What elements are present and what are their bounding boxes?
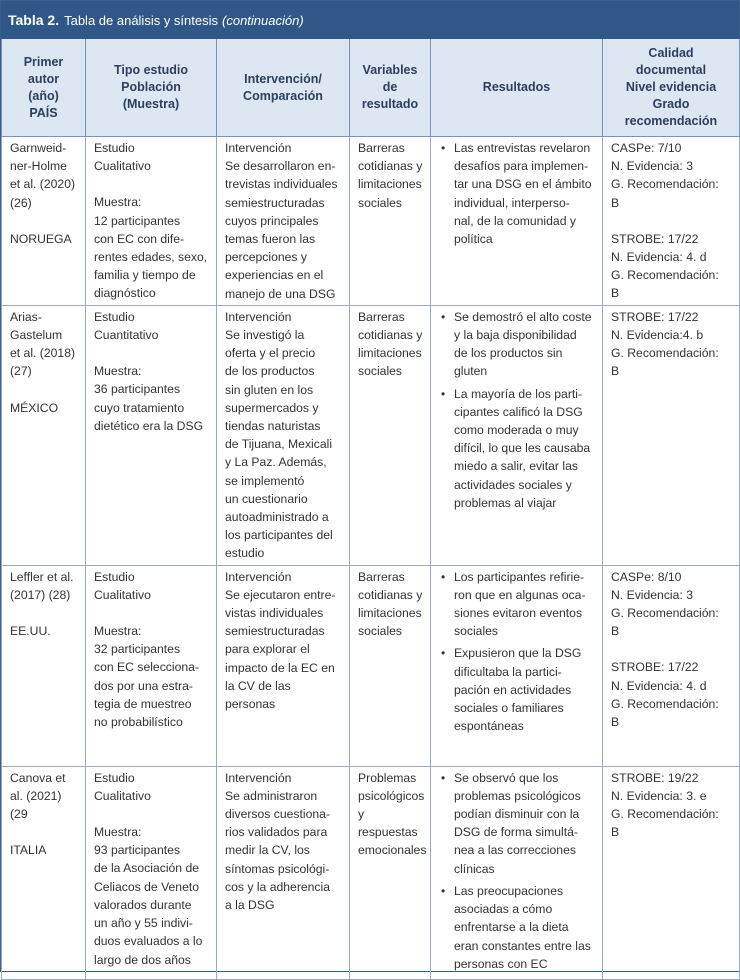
header-quality [603,39,740,137]
cell-line: Estudio [94,770,135,785]
table-title-bar [1,1,739,39]
cell-line: con EC selecciona- [94,660,199,675]
cell-line: STROBE: 17/22 [611,309,699,324]
variables-cell [350,137,431,306]
cell-line: N. Evidencia: 3 [611,159,693,174]
cell-line: un cuestionario [225,491,308,506]
cell-line: B [611,364,620,379]
spacer [94,344,210,362]
result-line: como moderada o muy [454,423,579,438]
spacer [10,823,79,841]
cell-line: los participantes del [225,528,333,543]
author-cell [2,766,86,979]
cell-line: vistas individuales [225,606,324,621]
result-line: de los productos sin [454,346,563,361]
cell-line: autoadministrado a [225,510,329,525]
result-line: problemas al viajar [454,495,557,510]
cell-line: tiendas naturistas [225,419,321,434]
cell-line: Canova et [10,770,66,785]
header-variables [350,39,431,137]
table-row [2,305,740,565]
cell-line: STROBE: 17/22 [611,231,699,246]
cell-line: sociales [358,624,403,639]
result-line: problemas psicológicos [454,788,581,803]
cell-line: Barreras [358,569,405,584]
cell-line: semiestructuradas [225,624,325,639]
cell-line: al. (2021) [10,788,62,803]
cell-line: diversos cuestiona- [225,807,330,822]
cell-line: rios validados para [225,825,328,840]
table-body [2,137,740,980]
cell-line: semiestructuradas [225,195,325,210]
bullet-icon: • [441,883,446,898]
cell-line: B [611,195,620,210]
variables-cell [350,305,431,565]
cell-line: ITALIA [10,843,47,858]
cell-line: cuyo tratamiento [94,400,185,415]
result-line: gluten [454,364,488,379]
cell-line: Cualitativo [94,587,151,602]
cell-line: Se ejecutaron entre- [225,587,336,602]
result-item [439,644,596,735]
cell-line: psicológicos [358,788,425,803]
result-item [439,568,596,641]
cell-line: Problemas [358,770,417,785]
author-cell [2,305,86,565]
cell-line: EE.UU. [10,624,51,639]
cell-line: familia y tiempo de [94,268,196,283]
variables-cell [350,766,431,979]
cell-line: temas fueron las [225,232,316,247]
result-line: Las preocupaciones [454,883,564,898]
result-line: La mayoría de los parti- [454,386,583,401]
result-line: ron que en algunas oca- [454,587,586,602]
table-title: Tabla de análisis y síntesis [64,12,219,28]
results-cell [431,137,603,306]
header-line: Calidad [648,46,694,60]
cell-line: (26) [10,195,32,210]
cell-line: G. Recomendación: [611,606,719,621]
cell-line: N. Evidencia: 3. e [611,788,707,803]
cell-line: y respuestas [358,807,418,840]
cell-line: diagnóstico [94,286,156,301]
result-line: dificultaba la partici- [454,664,562,679]
cell-line: (27) [10,364,32,379]
cell-line: N. Evidencia: 4. d [611,678,707,693]
cell-line: MÉXICO [10,400,59,415]
cell-line: limitaciones [358,177,422,192]
cell-line: G. Recomendación: [611,177,719,192]
variables-cell [350,565,431,766]
cell-line: Muestra: [94,364,142,379]
result-line: nea a las correcciones [454,843,576,858]
result-line: desafíos para implemen- [454,159,589,174]
result-line: miedo a salir, evitar las [454,459,578,474]
cell-line: N. Evidencia: 3 [611,587,693,602]
cell-line: Gastelum [10,328,63,343]
cell-line: no probabilístico [94,715,183,730]
result-item [439,769,596,878]
result-line: cipantes calificó la DSG [454,404,583,419]
cell-line: Garnweid- [10,141,67,155]
result-line: política [454,232,493,247]
quality-cell [603,305,740,565]
bullet-icon: • [441,141,446,155]
cell-line: Estudio [94,309,135,324]
cell-line: medir la CV, los [225,843,310,858]
cell-line: CASPe: 7/10 [611,141,682,155]
header-line: Nivel evidencia [625,80,717,94]
cell-line: Intervención [225,141,292,155]
spacer [94,604,210,622]
cell-line: G. Recomendación: [611,807,719,822]
header-line: (año) [28,88,59,103]
cell-line: a la DSG [225,898,275,913]
cell-line: B [611,825,620,840]
table-row [2,766,740,979]
cell-line: Se investigó la [225,328,305,343]
cell-line: CASPe: 8/10 [611,569,682,584]
cell-line: 32 participantes [94,642,181,657]
cell-line: cotidianas y [358,587,423,602]
study-type-cell [86,766,217,979]
study-type-cell [86,565,217,766]
table-title-suffix: (continuación) [222,12,304,28]
cell-line: limitaciones [358,606,422,621]
result-line: enfrentarse a la dieta [454,920,569,935]
header-line: Primer [23,54,64,69]
cell-line: emocionales [358,843,427,858]
result-line: sociales [454,624,499,639]
result-item [439,385,596,512]
cell-line: de Tijuana, Mexicali [225,437,333,452]
cell-line: Intervención [225,569,292,584]
header-study-type [86,39,217,137]
cell-line: impacto de la EC en [225,660,335,675]
cell-line: percepciones y [225,250,307,265]
header-line: Comparación [243,88,323,103]
study-type-cell [86,305,217,565]
cell-line: cotidianas y [358,328,423,343]
cell-line: síntomas psicológi- [225,861,330,876]
cell-line: valorados durante [94,897,192,912]
result-line: Se observó que los [454,770,559,785]
spacer [10,212,79,230]
header-line: Variables [362,63,418,77]
cell-line: experiencias en el [225,268,324,283]
cell-line: B [611,715,620,730]
cell-line: G. Recomendación: [611,268,719,283]
header-line: Intervención/ [244,71,322,86]
cell-line: (29 [10,807,28,822]
result-line: y la baja disponibilidad [454,328,577,343]
cell-line: G. Recomendación: [611,346,719,361]
table-number: Tabla 2. [8,12,60,28]
result-line: difícil, lo que les causaba [454,441,591,456]
result-line: sociales o familiares [454,701,564,716]
results-list [439,139,596,248]
result-item [439,139,596,248]
bullet-icon: • [441,569,446,584]
cell-line: (2017) (28) [10,587,71,602]
cell-line: de la Asociación de [94,861,200,876]
bullet-icon: • [441,646,446,661]
header-line: autor [27,71,60,86]
spacer [10,381,79,399]
cell-line: Cuantitativo [94,328,159,343]
intervention-cell [217,137,350,306]
spacer [94,175,210,193]
cell-line: STROBE: 19/22 [611,770,699,785]
result-line: personas con EC [454,956,548,971]
results-cell [431,565,603,766]
header-line: resultado [361,97,419,111]
cell-line: et al. (2018) [10,346,76,361]
cell-line: Se desarrollaron en- [225,159,336,174]
header-line: PAÍS [29,105,58,120]
header-line: (Muestra) [122,97,180,111]
cell-line: para explorar el [225,642,310,657]
cell-line: Cualitativo [94,788,151,803]
result-line: podían disminuir con la [454,807,580,822]
cell-line: N. Evidencia:4. b [611,328,704,343]
spacer [611,212,733,230]
cell-line: cuyos principales [225,213,319,228]
header-intervention [217,39,350,137]
bullet-icon: • [441,386,446,401]
header-line: Resultados [482,80,551,94]
cell-line: STROBE: 17/22 [611,660,699,675]
cell-line: Celiacos de Veneto [94,879,200,894]
cell-line: trevistas individuales [225,177,338,192]
result-line: nal, de la comunidad y [454,213,576,228]
cell-line: Cualitativo [94,159,151,174]
author-cell [2,137,86,306]
cell-line: dietético era la DSG [94,418,204,433]
bullet-icon: • [441,309,446,324]
cell-line: Muestra: [94,825,142,840]
cell-line: cotidianas y [358,159,423,174]
spacer [94,805,210,823]
result-line: asociadas a cómo [454,902,553,917]
cell-line: Intervención [225,770,292,785]
quality-cell [603,766,740,979]
cell-line: se implementó [225,473,305,488]
results-list [439,568,596,736]
results-list [439,308,596,512]
quality-cell [603,565,740,766]
cell-line: 36 participantes [94,382,181,397]
header-author [2,39,86,137]
cell-line: estudio [225,546,265,561]
cell-line: B [611,286,620,301]
cell-line: Barreras [358,141,405,155]
result-line: pación en actividades [454,682,572,697]
header-line: Tipo estudio [113,63,189,77]
cell-line: tegia de muestreo [94,696,192,711]
results-cell [431,766,603,979]
result-line: clínicas [454,861,495,876]
cell-line: y La Paz. Además, [225,455,327,470]
cell-line: sociales [358,364,403,379]
cell-line: duos evaluados a lo [94,934,203,949]
result-line: eran constantes entre las [454,938,591,953]
cell-line: la CV de las personas [225,678,291,712]
cell-line: sociales [358,195,403,210]
result-line: siones evitaron eventos [454,606,583,621]
results-list [439,769,596,973]
result-item [439,308,596,381]
result-line: Expusieron que la DSG [454,646,582,661]
intervention-cell [217,766,350,979]
cell-line: rentes edades, sexo, [94,250,208,265]
cell-line: de los productos [225,364,315,379]
cell-line: N. Evidencia: 4. d [611,250,707,265]
result-line: espontáneas [454,719,524,734]
header-row [2,39,740,137]
cell-line: manejo de una DSG [225,286,336,301]
cell-line: limitaciones [358,346,422,361]
result-line: tar una DSG en el ámbito [454,177,592,192]
cell-line: un año y 55 indivi- [94,916,193,931]
header-results [431,39,603,137]
cell-line: supermercados y [225,400,319,415]
cell-line: Estudio [94,141,135,155]
cell-line: cos y la adherencia [225,879,331,894]
cell-line: NORUEGA [10,231,72,246]
cell-line: con EC con dife- [94,231,185,246]
cell-line: Muestra: [94,624,142,639]
cell-line: ner-Holme [10,159,67,174]
results-cell [431,305,603,565]
cell-line: Leffler et al. [10,569,74,584]
result-line: DSG de forma simultá- [454,825,578,840]
cell-line: Barreras [358,309,405,324]
bullet-icon: • [441,770,446,785]
cell-line: Arias- [10,309,42,324]
cell-line: Se administraron [225,788,318,803]
cell-line: Intervención [225,309,292,324]
header-line: de [382,80,398,94]
study-type-cell [86,137,217,306]
cell-line: B [611,624,620,639]
cell-line: dos por una estra- [94,678,193,693]
result-item [439,882,596,973]
cell-line: sin gluten en los [225,382,314,397]
cell-line: Estudio [94,569,135,584]
cell-line: et al. (2020) [10,177,76,192]
intervention-cell [217,305,350,565]
author-cell [2,565,86,766]
cell-line: 93 participantes [94,843,181,858]
header-line: Población [121,80,181,94]
table-row [2,137,740,306]
cell-line: oferta y el precio [225,346,316,361]
cell-line: 12 participantes [94,213,181,228]
table-row [2,565,740,766]
header-line: Grado [652,97,690,111]
spacer [611,640,733,658]
cell-line: Muestra: [94,195,142,210]
cell-line: largo de dos años [94,952,191,967]
quality-cell [603,137,740,306]
result-line: Las entrevistas revelaron [454,141,591,155]
result-line: Se demostró el alto coste [454,309,592,324]
result-line: individual, interperso- [454,195,570,210]
analysis-table [1,39,740,980]
cell-line: G. Recomendación: [611,696,719,711]
header-line: documental [635,63,707,77]
result-line: Los participantes refirie- [454,569,585,584]
header-line: recomendación [624,114,718,128]
result-line: actividades sociales y [454,477,572,492]
intervention-cell [217,565,350,766]
spacer [10,604,79,622]
